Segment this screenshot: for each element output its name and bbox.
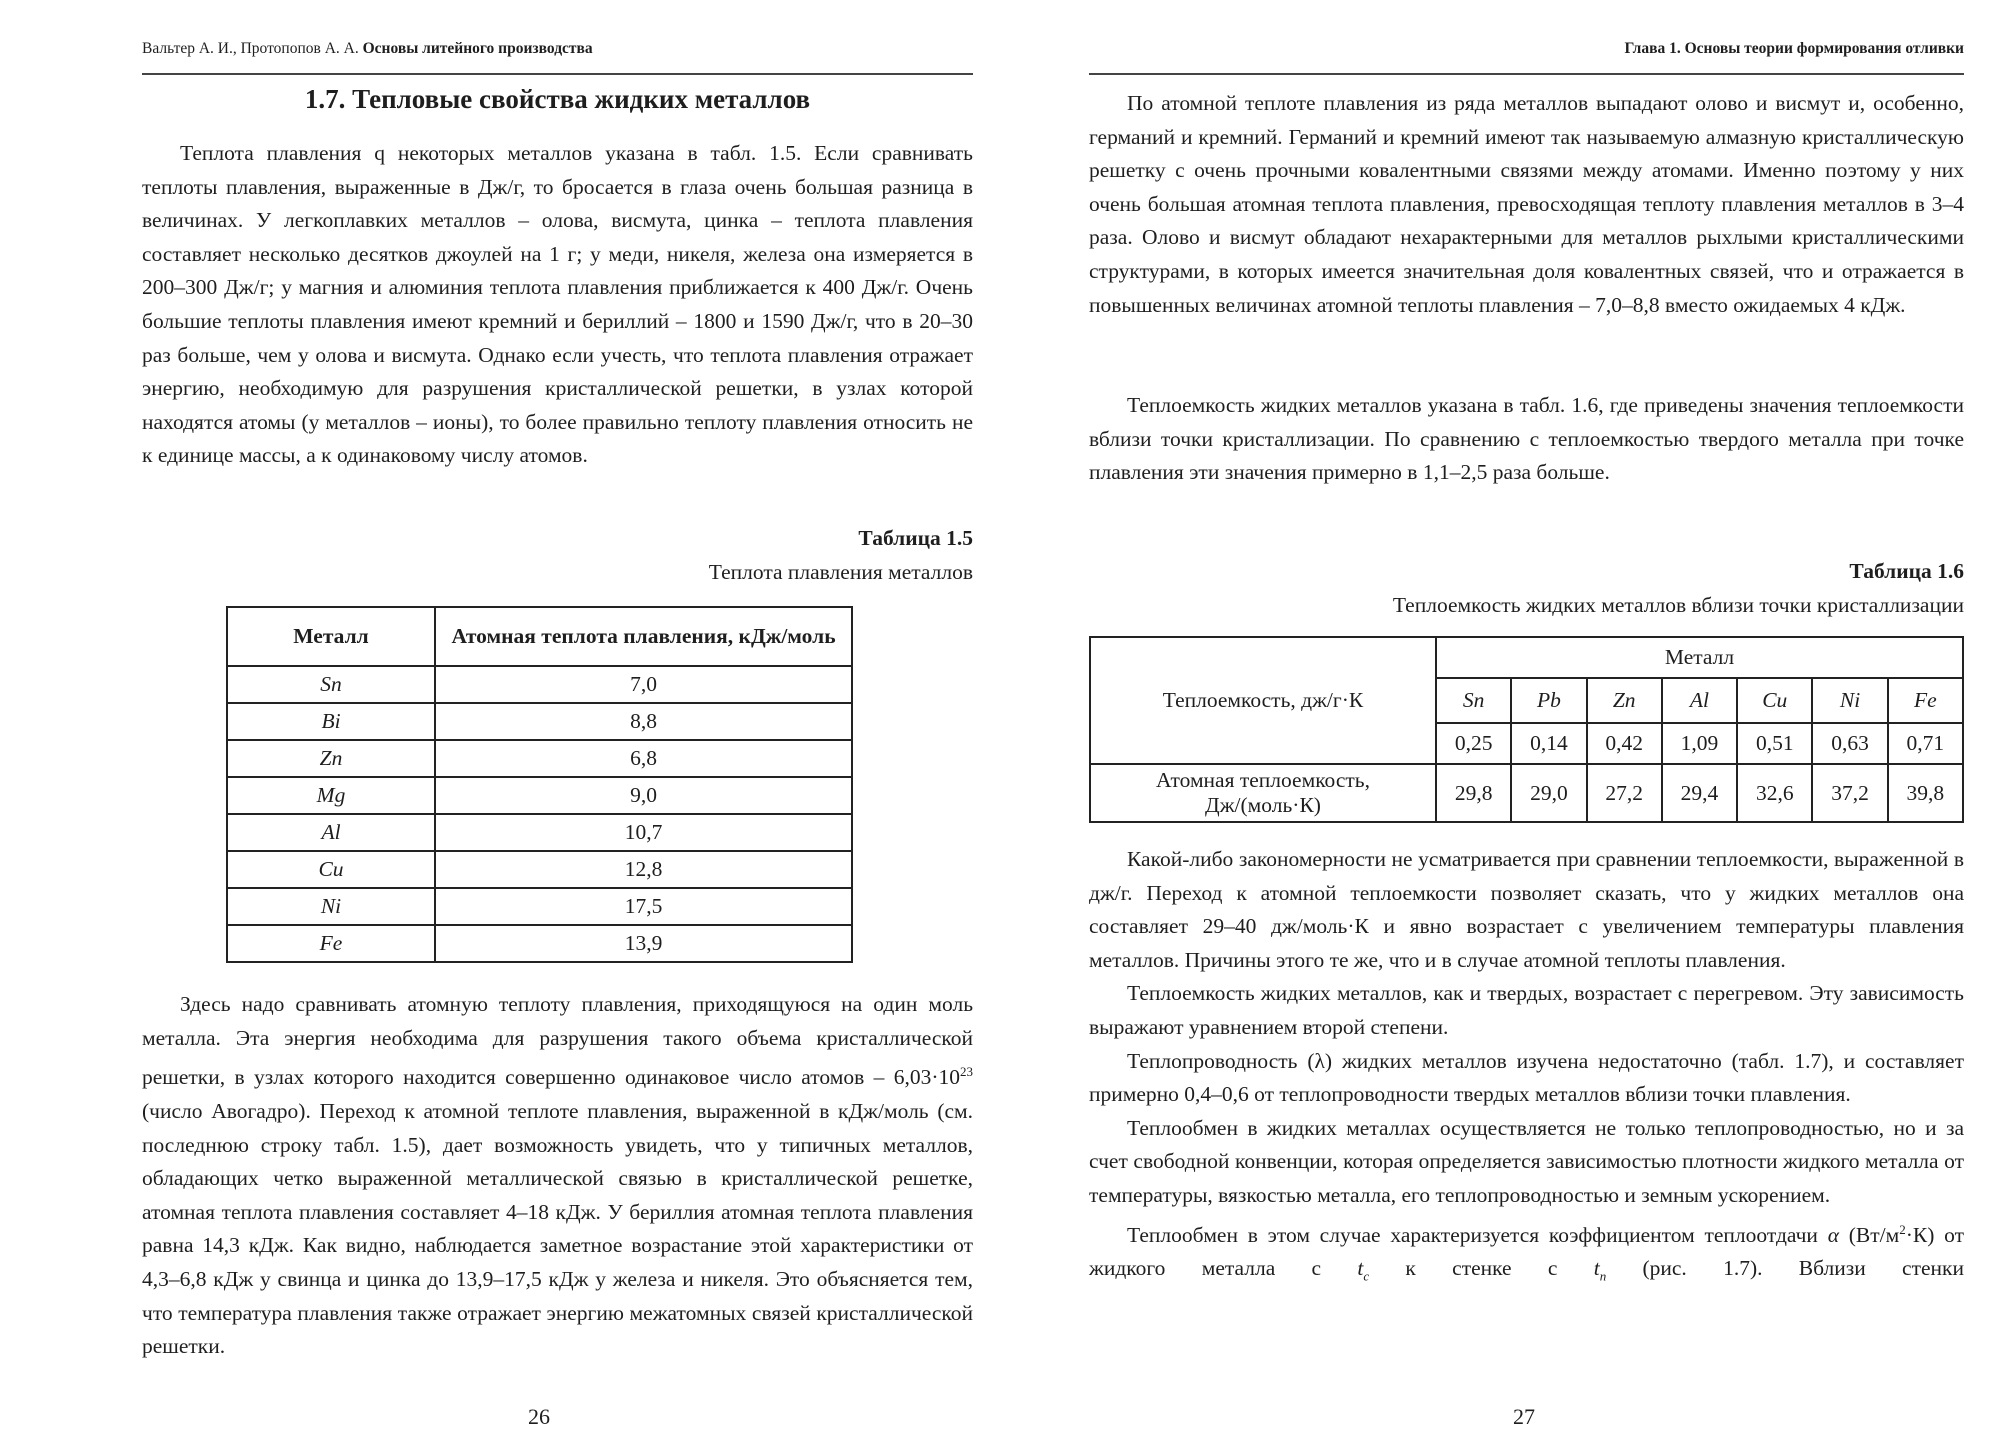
heat-capacity-table <box>1089 636 1964 823</box>
metal-cell: Pb <box>1511 678 1586 723</box>
left-running-head <box>142 40 593 58</box>
metal-cell: Bi <box>227 703 435 740</box>
running-head-authors: Вальтер А. И., Протопопов А. А. <box>142 40 359 57</box>
value-cell: 37,2 <box>1812 764 1887 822</box>
table-row <box>227 888 852 925</box>
table-row <box>227 851 852 888</box>
metal-cell: Cu <box>227 851 435 888</box>
row-label-line: Атомная теплоемкость, <box>1156 768 1370 792</box>
table-caption: Теплота плавления металлов <box>708 560 973 584</box>
page-number: 26 <box>528 1404 550 1429</box>
table-caption: Теплоемкость жидких металлов вблизи точки кристаллизации <box>1392 593 1964 617</box>
symbol: t <box>1357 1256 1364 1281</box>
value-cell: 10,7 <box>435 814 852 851</box>
value-cell: 1,09 <box>1662 723 1737 764</box>
table-row <box>1090 637 1963 678</box>
value-cell: 27,2 <box>1587 764 1662 822</box>
table-row <box>227 740 852 777</box>
table-label: Таблица 1.6 <box>1849 559 1964 583</box>
paragraph-text: (Вт/м <box>1838 1222 1900 1247</box>
right-running-head: Глава 1. Основы теории формирования отливки <box>1624 40 1964 57</box>
value-cell: 17,5 <box>435 888 852 925</box>
metal-cell: Zn <box>227 740 435 777</box>
row-label <box>1090 764 1436 822</box>
value-cell: 8,8 <box>435 703 852 740</box>
group-header: Металл <box>1436 637 1963 678</box>
page-number: 27 <box>1513 1404 1535 1429</box>
metal-cell: Al <box>1662 678 1737 723</box>
metal-cell: Fe <box>227 925 435 962</box>
value-cell: 9,0 <box>435 777 852 814</box>
value-cell: 29,0 <box>1511 764 1586 822</box>
paragraph <box>142 988 973 1364</box>
metal-cell: Fe <box>1888 678 1963 723</box>
paragraph: Теплообмен в жидких металлах осуществляется не только теплопроводностью, но и за счет свободной конвенции, которая определяется зависимостью плотности жидкого металла от температуры, вязкостью металла, его теплопроводностью и земным ускорением. <box>1089 1115 1964 1207</box>
table-row <box>1090 764 1963 822</box>
table-row <box>227 666 852 703</box>
value-cell: 7,0 <box>435 666 852 703</box>
subscript: c <box>1363 1268 1370 1284</box>
table-row <box>227 777 852 814</box>
running-head-book-title: Основы литейного производства <box>362 40 593 57</box>
header-cell: Металл <box>227 607 435 666</box>
paragraph <box>1089 1213 1964 1294</box>
table-row <box>227 703 852 740</box>
paragraph: Теплопроводность (λ) жидких металлов изучена недостаточно (табл. 1.7), и составляет примерно 0,4–0,6 от теплопроводности твердых металлов вблизи точки плавления. <box>1089 1048 1964 1107</box>
header-cell: Атомная теплота плавления, кДж/моль <box>435 607 852 666</box>
paragraph-text: к стенке с <box>1369 1256 1594 1281</box>
metal-cell: Zn <box>1587 678 1662 723</box>
value-cell: 6,8 <box>435 740 852 777</box>
table-header-row <box>227 607 852 666</box>
value-cell: 32,6 <box>1737 764 1812 822</box>
section-title: 1.7. Тепловые свойства жидких металлов <box>304 84 811 114</box>
table-label: Таблица 1.5 <box>858 526 973 550</box>
metal-cell: Ni <box>227 888 435 925</box>
symbol: α <box>1827 1222 1839 1247</box>
value-cell: 13,9 <box>435 925 852 962</box>
header-rule <box>142 73 973 75</box>
paragraph: Теплоемкость жидких металлов, как и твердых, возрастает с перегревом. Эту зависимость выражают уравнением второй степени. <box>1089 981 1964 1039</box>
metal-cell: Cu <box>1737 678 1812 723</box>
paragraph: Теплота плавления q некоторых металлов указана в табл. 1.5. Если сравнивать теплоты плавления, выраженные в Дж/г, то бросается в глаза очень большая разница в величинах. У легкоплавких металлов – олова, висмута, цинка – теплота плавления составляет несколько десятков джоулей на 1 г; у меди, никеля, железа она измеряется в 200–300 Дж/г; у магния и алюминия теплота плавления приближается к 400 Дж/г. Очень большие теплоты плавления имеют кремний и бериллий – 1800 и 1590 Дж/г, что в 20–30 раз больше, чем у олова и висмута. Однако если учесть, что теплота плавления отражает энергию, необходимую для разрушения кристаллической решетки, в узлах которой находятся атомы (у металлов – ионы), то более правильно теплоту плавления относить не к единице массы, а к одинаковому числу атомов. <box>142 141 973 468</box>
metal-cell: Al <box>227 814 435 851</box>
superscript: 2 <box>1899 1221 1906 1237</box>
paragraph-text: ·К) от жидкого металла с <box>1089 1222 1964 1281</box>
symbol: t <box>1593 1256 1600 1281</box>
paragraph: Теплоемкость жидких металлов указана в табл. 1.6, где приведены значения теплоемкости вблизи точки кристаллизации. По сравнению с теплоемкостью твердого металла при точке плавления эти значения примерно в 1,1–2,5 раза больше. <box>1089 393 1964 485</box>
value-cell: 0,51 <box>1737 723 1812 764</box>
superscript: 23 <box>960 1064 973 1080</box>
metal-cell: Mg <box>227 777 435 814</box>
value-cell: 0,42 <box>1587 723 1662 764</box>
value-cell: 0,71 <box>1888 723 1963 764</box>
value-cell: 0,63 <box>1812 723 1887 764</box>
paragraph-text: Здесь надо сравнивать атомную теплоту плавления, приходящуюся на один моль металла. Эта энергия необходима для разрушения такого объема кристаллической решетки, в узлах которого находится совершенно одинаковое число атомов – 6,03·10 <box>142 992 973 1090</box>
value-cell: 0,14 <box>1511 723 1586 764</box>
paragraph: Какой-либо закономерности не усматривается при сравнении теплоемкости, выраженной в дж/г. Переход к атомной теплоемкости позволяет сказать, что у жидких металлов она составляет 29–40 дж/моль·К и явно возрастает с увеличением температуры плавления металлов. Причины этого те же, что и в случае атомной теплоты плавления. <box>1089 847 1964 972</box>
table-row <box>227 814 852 851</box>
value-cell: 0,25 <box>1436 723 1511 764</box>
value-cell: 12,8 <box>435 851 852 888</box>
paragraph-group <box>1089 843 1964 1293</box>
value-cell: 29,4 <box>1662 764 1737 822</box>
metal-cell: Sn <box>1436 678 1511 723</box>
metal-cell: Ni <box>1812 678 1887 723</box>
paragraph: По атомной теплоте плавления из ряда металлов выпадают олово и висмут и, особенно, германий и кремний. Германий и кремний имеют так называемую алмазную кристаллическую решетку с очень прочными ковалентными связями между атомами. Именно поэтому у них очень большая атомная теплота плавления, превосходящая теплоту плавления металлов в 3–4 раза. Олово и висмут обладают нехарактерными для металлов рыхлыми кристаллическими структурами, в которых имеется значительная доля ковалентных связей, что и отражается в повышенных величинах атомной теплоты плавления – 7,0–8,8 вместо ожидаемых 4 кДж. <box>1089 91 1964 317</box>
table-row <box>227 925 852 962</box>
melting-heat-table <box>226 606 853 963</box>
row-label: Теплоемкость, дж/г·К <box>1090 637 1436 764</box>
paragraph-text: (число Авогадро). Переход к атомной теплоте плавления, выраженной в кДж/моль (см. последнюю строку табл. 1.5), дает возможность увидеть, что у типичных металлов, обладающих четко выраженной металлической связью в кристаллической решетке, атомная теплота плавления составляет 4–18 кДж. У бериллия атомная теплота плавления равна 14,3 кДж. Как видно, наблюдается заметное возрастание этой характеристики от 4,3–6,8 кДж у свинца и цинка до 13,9–17,5 кДж у железа и никеля. Это объясняется тем, что температура плавления также отражает энергию межатомных связей кристаллической решетки. <box>142 1098 973 1359</box>
paragraph-text: Теплообмен в этом случае характеризуется коэффициентом теплоотдачи <box>1127 1222 1828 1247</box>
value-cell: 39,8 <box>1888 764 1963 822</box>
subscript: n <box>1599 1268 1607 1284</box>
metal-cell: Sn <box>227 666 435 703</box>
row-label-line: Дж/(моль·К) <box>1205 793 1321 817</box>
value-cell: 29,8 <box>1436 764 1511 822</box>
paragraph-text: (рис. 1.7). Вблизи стенки <box>1606 1256 1964 1281</box>
header-rule <box>1089 73 1964 75</box>
